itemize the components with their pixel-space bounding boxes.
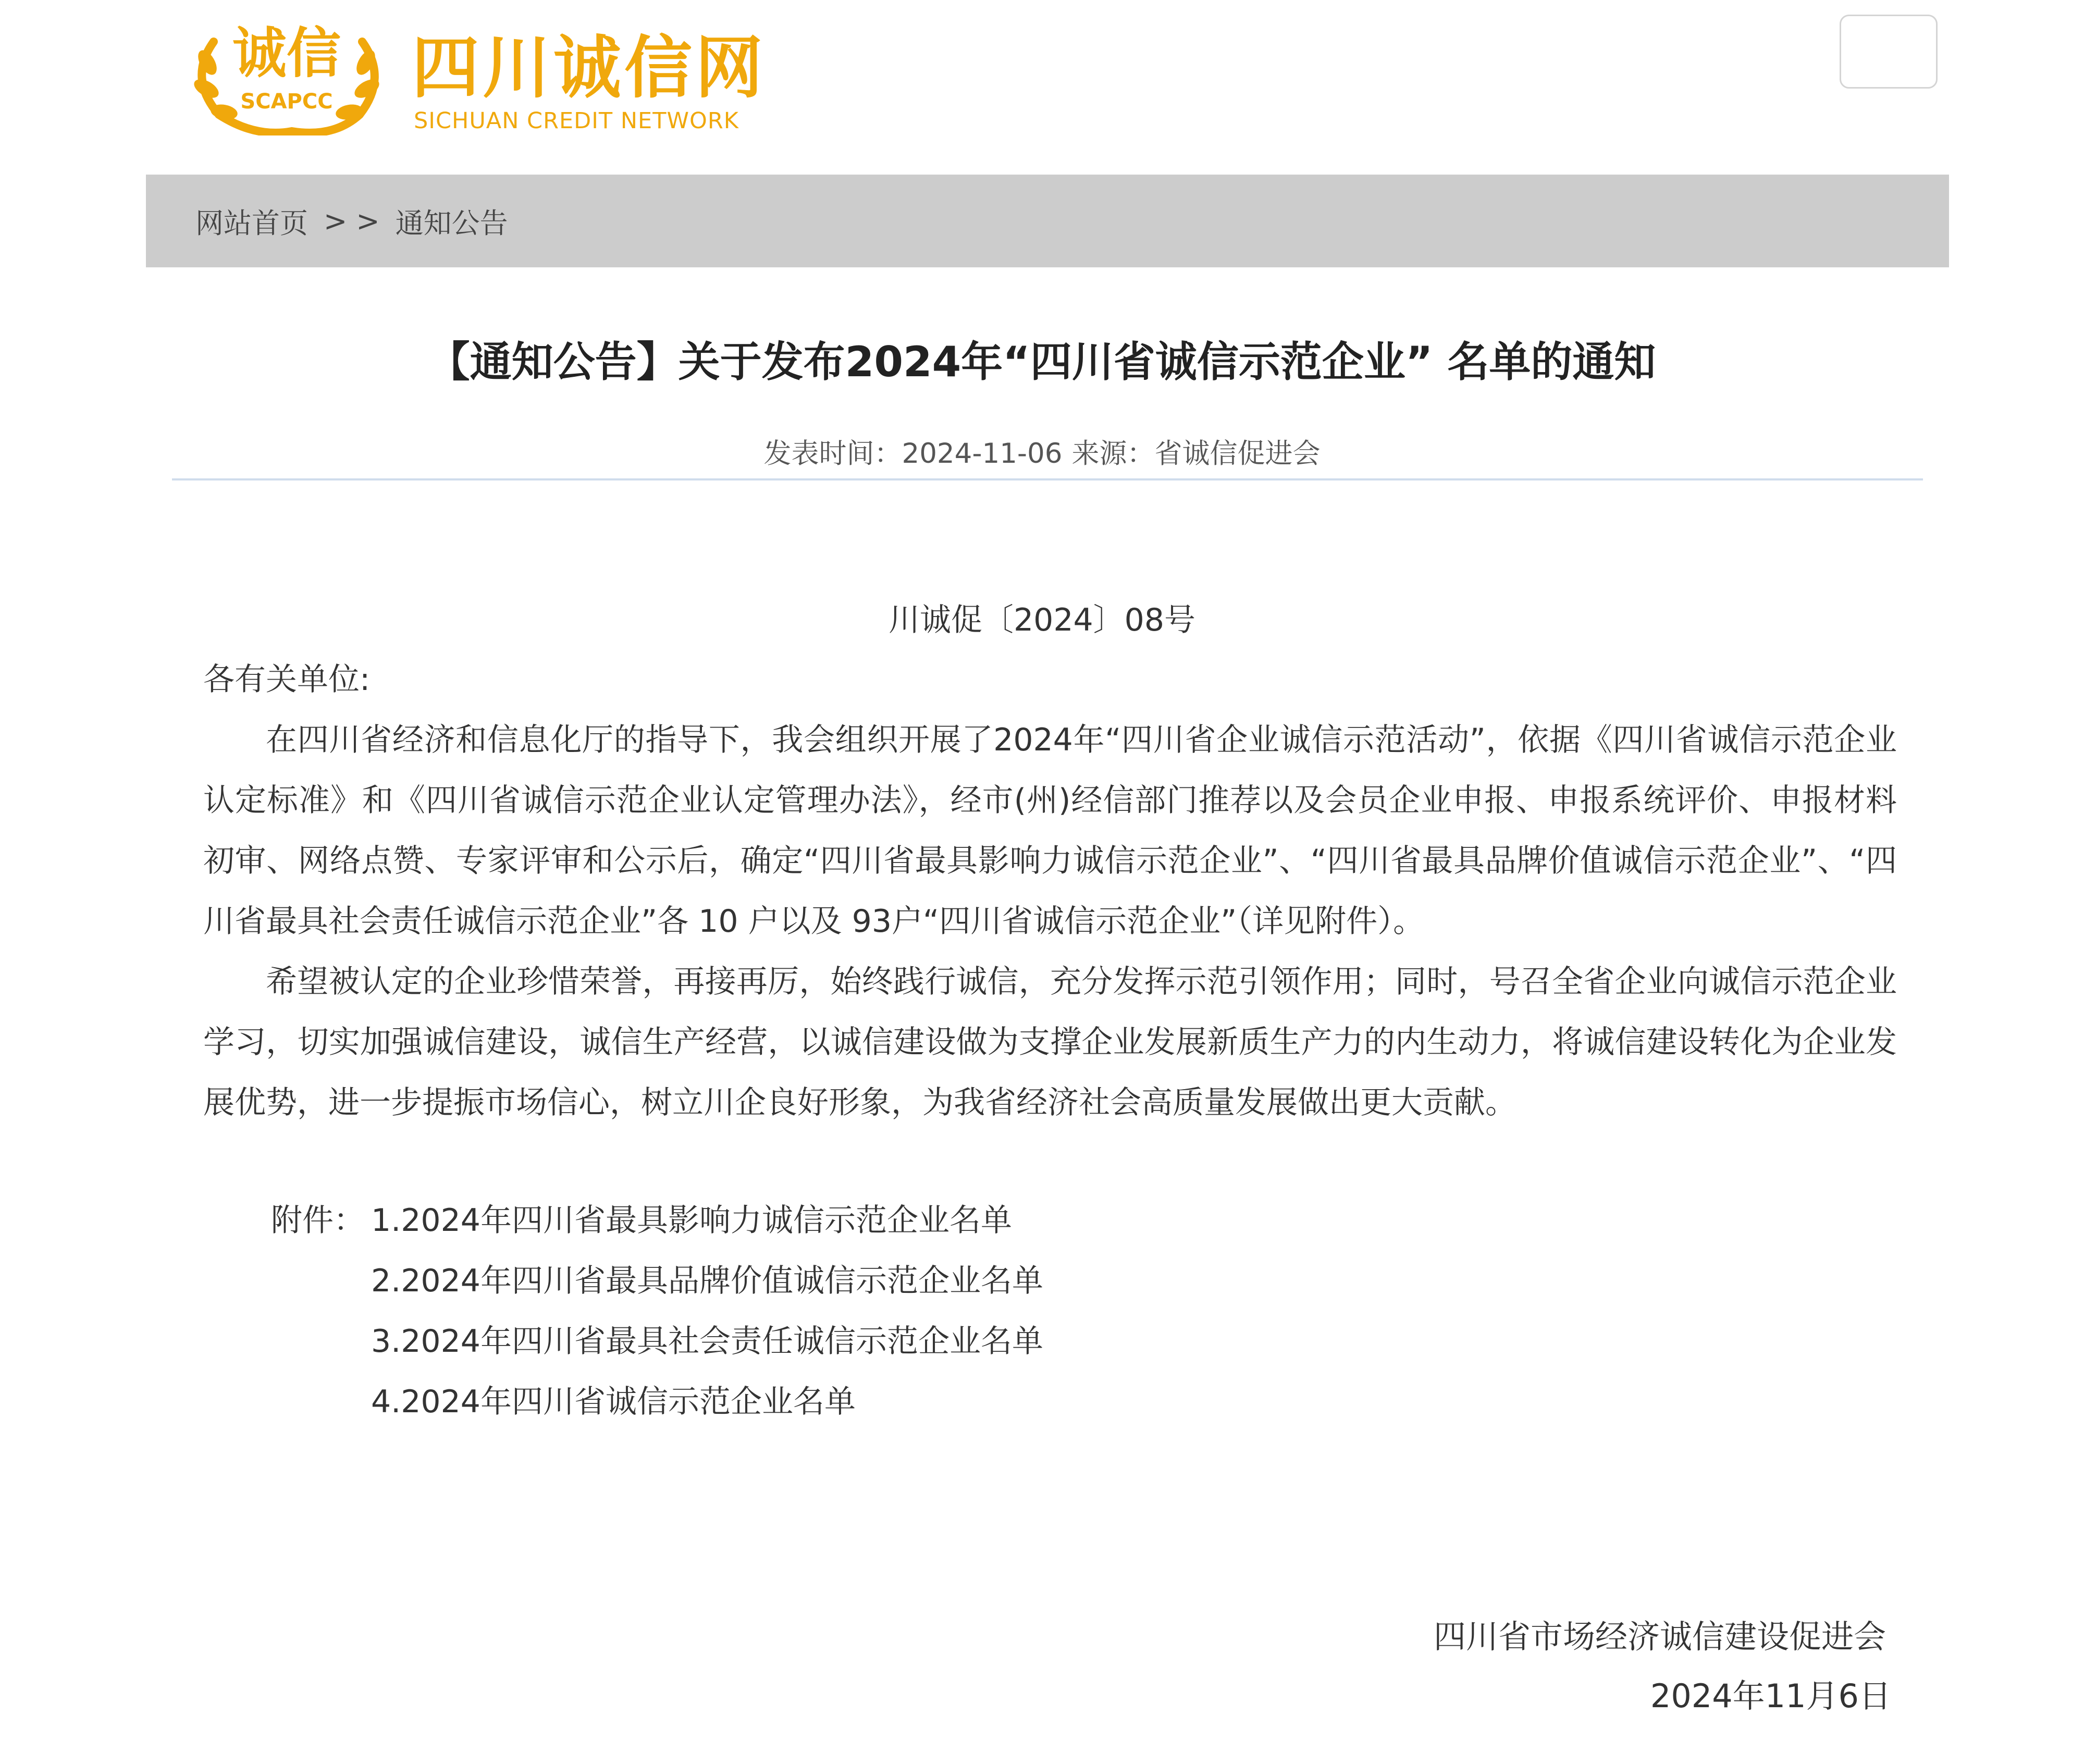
emblem-subtext: SCAPCC: [240, 90, 333, 114]
signature-organization: 四川省市场经济诚信建设促进会: [1433, 1618, 1886, 1656]
breadcrumb-current-link[interactable]: 通知公告: [395, 206, 508, 240]
published-date: 2024-11-06: [902, 438, 1063, 470]
body-paragraph: 在四川省经济和信息化厅的指导下，我会组织开展了2024年“四川省企业诚信示范活动”，依据《四川省诚信示范企业认定标准》和《四川省诚信示范企业认定管理办法》，经市(州)经信部门推荐以及会员企业申报、申报系统评价、申报材料初审、网络点赞、专家评审和公示后，确定“四川省最具影响力诚信示范企业”、“四川省最具品牌价值诚信示范企业”、“四川省最具社会责任诚信示范企业”各 10 户以及 93户“四川省诚信示范企业”（详见附件）。: [203, 722, 1897, 940]
attachment-item[interactable]: 1.2024年四川省最具影响力诚信示范企业名单: [371, 1202, 1012, 1239]
menu-button[interactable]: [1840, 15, 1938, 89]
breadcrumb-home-link[interactable]: 网站首页: [195, 206, 308, 240]
site-header: [0, 0, 2084, 172]
document-number: 川诚促〔2024〕08号: [888, 602, 1196, 638]
breadcrumb: [146, 175, 1949, 267]
article-meta: [0, 436, 2084, 472]
attachment-item[interactable]: 2.2024年四川省最具品牌价值诚信示范企业名单: [371, 1263, 1043, 1299]
attachment-item[interactable]: 4.2024年四川省诚信示范企业名单: [371, 1384, 856, 1420]
attachment-label: 附件：: [271, 1202, 365, 1239]
article-title: 【通知公告】关于发布2024年“四川省诚信示范企业” 名单的通知: [428, 338, 1656, 386]
salutation: 各有关单位:: [203, 661, 371, 698]
source-value: 省诚信促进会: [1154, 438, 1321, 470]
title-divider: [172, 478, 1923, 480]
attachment-item[interactable]: 3.2024年四川省最具社会责任诚信示范企业名单: [371, 1323, 1043, 1360]
site-logo[interactable]: [182, 10, 767, 135]
logo-title: 四川诚信网: [412, 28, 767, 107]
body-paragraph: 希望被认定的企业珍惜荣誉，再接再厉，始终践行诚信，充分发挥示范引领作用；同时，号召全省企业向诚信示范企业学习，切实加强诚信建设，诚信生产经营，以诚信建设做为支撑企业发展新质生产力的内生动力，将诚信建设转化为企业发展优势，进一步提振市场信心，树立川企良好形象，为我省经济社会高质量发展做出更大贡献。: [203, 964, 1897, 1121]
emblem-text: 诚信: [232, 21, 341, 85]
attachment-list: [271, 1190, 1043, 1432]
scapcc-emblem-icon: [182, 10, 391, 135]
signature-date: 2024年11月6日: [1650, 1677, 1891, 1715]
source-label: 来源：: [1071, 438, 1155, 470]
logo-subtitle: SICHUAN CREDIT NETWORK: [414, 108, 739, 134]
published-label: 发表时间：: [763, 438, 902, 470]
breadcrumb-separator: > >: [324, 204, 380, 238]
